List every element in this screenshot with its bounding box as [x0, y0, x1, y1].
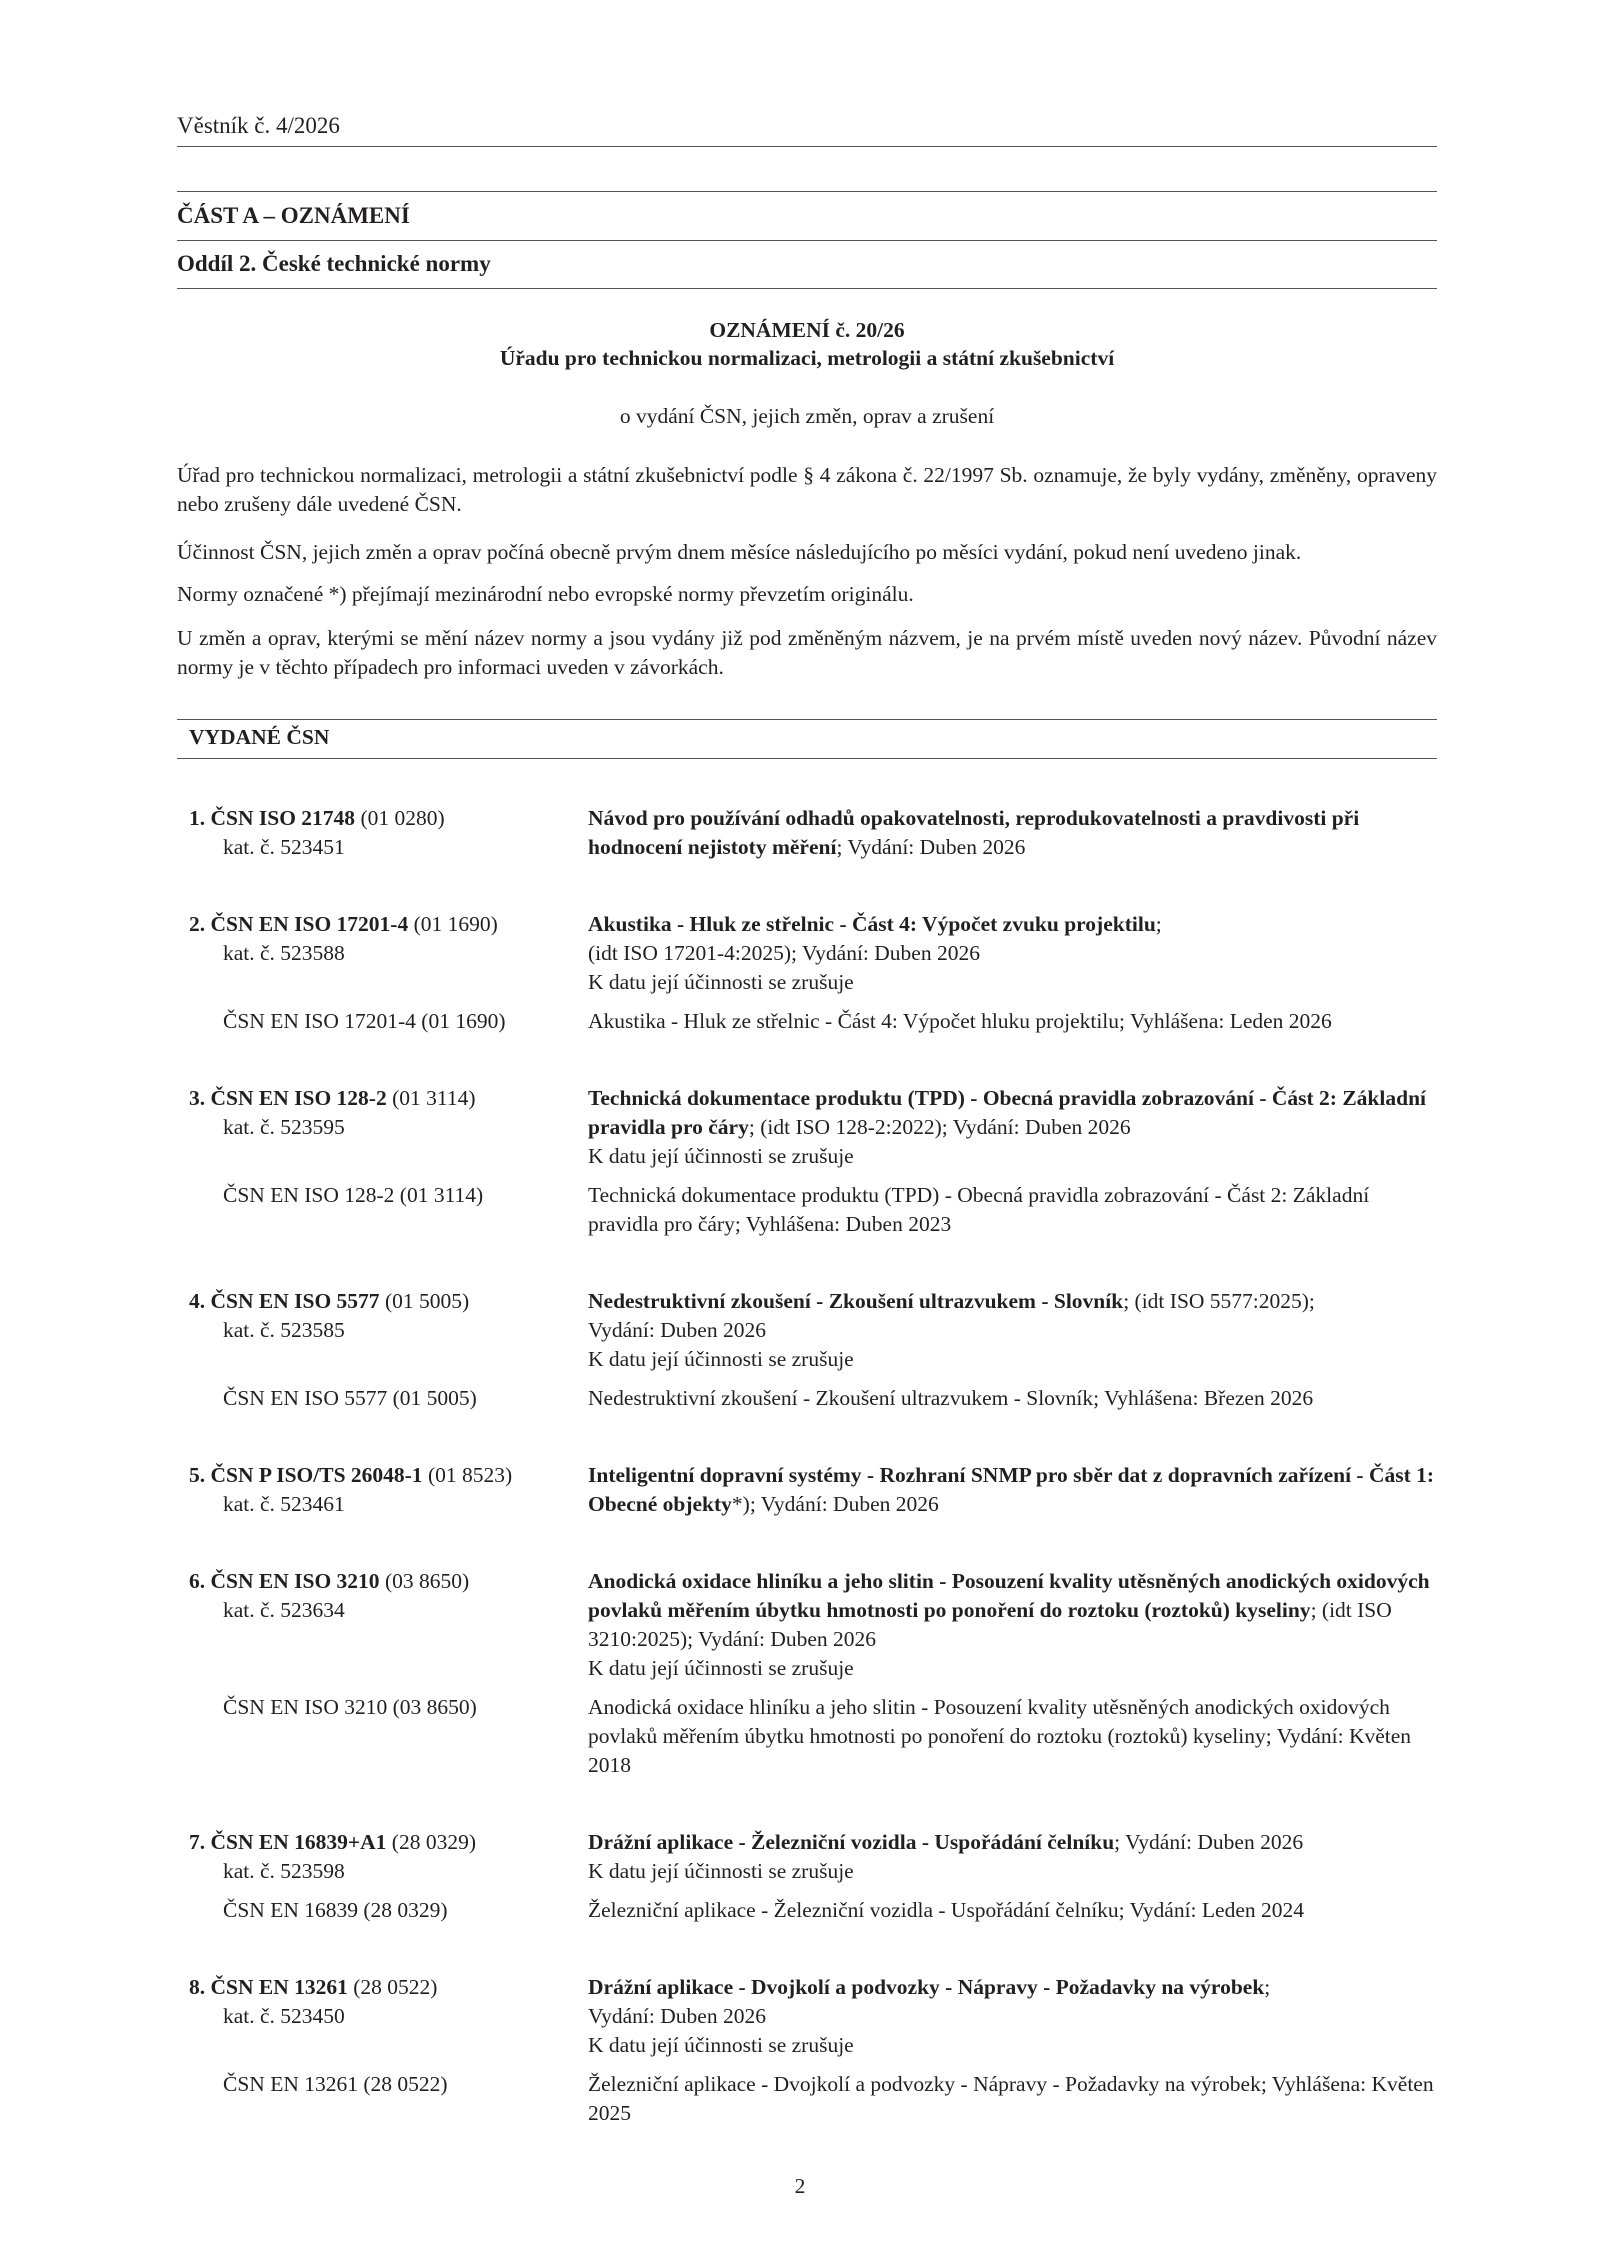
standard-entry [177, 804, 1437, 862]
standard-row [177, 1084, 1437, 1171]
standard-title: Anodická oxidace hliníku a jeho slitin - Posouzení kvality utěsněných anodických oxidových povlaků měřením úbytku hmotnosti po ponoření do roztoku (roztoků) kyseliny [588, 1569, 1430, 1622]
standard-title-line [588, 1973, 1437, 2002]
standard-suffix: ; [1155, 912, 1162, 936]
cancellation-note: K datu její účinnosti se zrušuje [588, 1144, 854, 1168]
standards-list [177, 804, 1437, 2176]
catalog-number: kat. č. 523585 [223, 1318, 345, 1342]
replaced-standard-row [177, 1181, 1437, 1239]
standard-title: Inteligentní dopravní systémy - Rozhraní SNMP pro sběr dat z dopravních zařízení - Část 1: Obecné objekty [588, 1463, 1435, 1516]
part-title: ČÁST A – OZNÁMENÍ [177, 203, 410, 228]
cancellation-note: K datu její účinnosti se zrušuje [588, 1859, 854, 1883]
standard-code: ČSN EN 16839+A1 [210, 1830, 387, 1854]
catalog-number: kat. č. 523461 [223, 1492, 345, 1516]
standard-code: ČSN ISO 21748 [210, 806, 356, 830]
standard-description [588, 1973, 1437, 2060]
standard-suffix: ; (idt ISO 5577:2025); [1123, 1289, 1315, 1313]
replaced-standard-text: Technická dokumentace produktu (TPD) - Obecná pravidla zobrazování - Část 2: Základní pravidla pro čáry; Vyhlášena: Duben 2023 [588, 1183, 1370, 1236]
standard-id-line [189, 1973, 588, 2002]
standard-id [177, 804, 588, 862]
replaced-standard-row [177, 1384, 1437, 1413]
replaced-standard-row [177, 1896, 1437, 1925]
standard-id [177, 1828, 588, 1886]
replaced-standard-text: Železniční aplikace - Železniční vozidla - Uspořádání čelníku; Vydání: Leden 2024 [588, 1898, 1304, 1922]
standard-title: Drážní aplikace - Dvojkolí a podvozky - Nápravy - Požadavky na výrobek [588, 1975, 1265, 1999]
catalog-number: kat. č. 523634 [223, 1598, 345, 1622]
standard-title-line [588, 1828, 1437, 1857]
catalog-number: kat. č. 523450 [223, 2004, 345, 2028]
standard-id-line [189, 804, 588, 833]
standard-class: (28 0329) [391, 1830, 476, 1854]
standard-suffix: *); Vydání: Duben 2026 [731, 1492, 939, 1516]
replaced-standard-text: Železniční aplikace - Dvojkolí a podvozky - Nápravy - Požadavky na výrobek; Vyhlášena: Květen 2025 [588, 2072, 1434, 2125]
standard-suffix: ; (idt ISO 3210:2025); Vydání: Duben 2026 [588, 1598, 1392, 1651]
standard-id [177, 1567, 588, 1683]
standard-class: (01 1690) [413, 912, 498, 936]
standard-title: Nedestruktivní zkoušení - Zkoušení ultrazvukem - Slovník [588, 1289, 1124, 1313]
replaced-standard-row [177, 1693, 1437, 1780]
standard-number: 4. [189, 1289, 206, 1313]
replaced-standard-code: ČSN EN ISO 3210 (03 8650) [223, 1695, 477, 1719]
divider [177, 758, 1437, 759]
notice-subject: o vydání ČSN, jejich změn, oprav a zrušení [619, 404, 995, 428]
notice-paragraph [177, 538, 1437, 567]
standard-number: 8. [189, 1975, 206, 1999]
standard-id [177, 1287, 588, 1374]
standard-class: (01 0280) [360, 806, 445, 830]
notice-paragraph [177, 624, 1437, 682]
standard-title: Návod pro používání odhadů opakovatelnosti, reprodukovatelnosti a pravdivosti při hodnocení nejistoty měření [588, 806, 1360, 859]
standard-detail: Vydání: Duben 2026 [588, 1318, 766, 1342]
standard-title: Akustika - Hluk ze střelnic - Část 4: Výpočet zvuku projektilu [588, 912, 1156, 936]
cancellation-note: K datu její účinnosti se zrušuje [588, 2033, 854, 2057]
standard-code: ČSN EN 13261 [210, 1975, 348, 1999]
paragraph-text: Normy označené *) přejímají mezinárodní nebo evropské normy převzetím originálu. [177, 582, 914, 606]
replaced-standard-code: ČSN EN ISO 17201-4 (01 1690) [223, 1009, 506, 1033]
standard-number: 3. [189, 1086, 206, 1110]
cancellation-note: K datu její účinnosti se zrušuje [588, 1656, 854, 1680]
standard-suffix: ; [1264, 1975, 1271, 1999]
standard-row [177, 1461, 1437, 1519]
catalog-number: kat. č. 523588 [223, 941, 345, 965]
standard-class: (03 8650) [384, 1569, 470, 1593]
standard-id-line [189, 1567, 588, 1596]
replaced-standard-code: ČSN EN 13261 (28 0522) [223, 2072, 448, 2096]
divider [177, 288, 1437, 289]
standard-entry [177, 1567, 1437, 1780]
standard-description [588, 1287, 1437, 1374]
standard-entry [177, 910, 1437, 1036]
standard-id-line [189, 910, 588, 939]
standard-entry [177, 1287, 1437, 1413]
standard-row [177, 1973, 1437, 2060]
standard-title-line [588, 910, 1437, 939]
standard-title-line [588, 1084, 1437, 1142]
standard-description [588, 1828, 1437, 1886]
standard-number: 2. [189, 912, 206, 936]
replaced-standard-row [177, 1007, 1437, 1036]
list-heading: VYDANÉ ČSN [189, 725, 330, 749]
standard-code: ČSN EN ISO 3210 [210, 1569, 380, 1593]
standard-title-line [588, 804, 1437, 862]
standard-title-line [588, 1567, 1437, 1654]
standard-row [177, 1567, 1437, 1683]
standard-description [588, 1567, 1437, 1683]
notice-paragraph [177, 580, 1437, 609]
standard-id-line [189, 1084, 588, 1113]
standard-suffix: ; Vydání: Duben 2026 [836, 835, 1026, 859]
replaced-standard-text: Nedestruktivní zkoušení - Zkoušení ultrazvukem - Slovník; Vyhlášena: Březen 2026 [588, 1386, 1314, 1410]
standard-class: (01 8523) [427, 1463, 513, 1487]
notice-issuer: Úřadu pro technickou normalizaci, metrologii a státní zkušebnictví [499, 346, 1115, 370]
standard-row [177, 804, 1437, 862]
standard-row [177, 1287, 1437, 1374]
standard-title-line [588, 1461, 1437, 1519]
standard-entry [177, 1828, 1437, 1925]
standard-row [177, 910, 1437, 997]
divider [177, 146, 1437, 147]
page-number: 2 [794, 2174, 806, 2198]
standard-number: 1. [189, 806, 206, 830]
standard-id-line [189, 1828, 588, 1857]
replaced-standard-row [177, 2070, 1437, 2128]
divider [177, 191, 1437, 192]
standard-entry [177, 1084, 1437, 1239]
standard-class: (01 3114) [392, 1086, 476, 1110]
standard-id [177, 910, 588, 997]
replaced-standard-text: Anodická oxidace hliníku a jeho slitin - Posouzení kvality utěsněných anodických oxidových povlaků měřením úbytku hmotnosti po ponoření do roztoku (roztoků) kyseliny; Vydání: Květen 2018 [588, 1695, 1412, 1777]
divider [177, 240, 1437, 241]
catalog-number: kat. č. 523451 [223, 835, 345, 859]
catalog-number: kat. č. 523598 [223, 1859, 345, 1883]
notice-number: OZNÁMENÍ č. 20/26 [709, 318, 905, 342]
journal-header: Věstník č. 4/2026 [177, 113, 340, 138]
cancellation-note: K datu její účinnosti se zrušuje [588, 970, 854, 994]
standard-title: Technická dokumentace produktu (TPD) - Obecná pravidla zobrazování - Část 2: Základní pravidla pro čáry [588, 1086, 1426, 1139]
replaced-standard-code: ČSN EN 16839 (28 0329) [223, 1898, 448, 1922]
standard-suffix: ; Vydání: Duben 2026 [1114, 1830, 1304, 1854]
standard-class: (28 0522) [353, 1975, 438, 1999]
replaced-standard-code: ČSN EN ISO 128-2 (01 3114) [223, 1183, 484, 1207]
replaced-standard-code: ČSN EN ISO 5577 (01 5005) [223, 1386, 477, 1410]
cancellation-note: K datu její účinnosti se zrušuje [588, 1347, 854, 1371]
standard-title-line [588, 1287, 1437, 1316]
standard-row [177, 1828, 1437, 1886]
standard-description [588, 910, 1437, 997]
standard-code: ČSN P ISO/TS 26048-1 [210, 1463, 423, 1487]
standard-id [177, 1973, 588, 2060]
catalog-number: kat. č. 523595 [223, 1115, 345, 1139]
standard-detail: Vydání: Duben 2026 [588, 2004, 766, 2028]
standard-code: ČSN EN ISO 128-2 [210, 1086, 387, 1110]
standard-id-line [189, 1287, 588, 1316]
standard-number: 7. [189, 1830, 206, 1854]
notice-paragraph [177, 461, 1437, 519]
standard-description [588, 1084, 1437, 1171]
standard-description [588, 804, 1437, 862]
standard-detail: (idt ISO 17201-4:2025); Vydání: Duben 2026 [588, 941, 980, 965]
standard-id-line [189, 1461, 588, 1490]
standard-number: 5. [189, 1463, 206, 1487]
standard-code: ČSN EN ISO 5577 [210, 1289, 380, 1313]
standard-code: ČSN EN ISO 17201-4 [210, 912, 409, 936]
standard-id [177, 1461, 588, 1519]
standard-id [177, 1084, 588, 1171]
paragraph-text: Úřad pro technickou normalizaci, metrologii a státní zkušebnictví podle § 4 zákona č. 22/1997 Sb. oznamuje, že byly vydány, změněny, opraveny nebo zrušeny dále uvedené ČSN. [177, 463, 1437, 516]
standard-description [588, 1461, 1437, 1519]
standard-number: 6. [189, 1569, 206, 1593]
standard-entry [177, 1461, 1437, 1519]
standard-entry [177, 1973, 1437, 2128]
standard-title: Drážní aplikace - Železniční vozidla - Uspořádání čelníku [588, 1830, 1115, 1854]
divider [177, 719, 1437, 720]
section-title: Oddíl 2. České technické normy [177, 251, 491, 276]
standard-class: (01 5005) [384, 1289, 470, 1313]
paragraph-text: U změn a oprav, kterými se mění název normy a jsou vydány již pod změněným názvem, je na prvém místě uveden nový název. Původní název normy je v těchto případech pro informaci uveden v závorkách. [177, 626, 1437, 679]
replaced-standard-text: Akustika - Hluk ze střelnic - Část 4: Výpočet hluku projektilu; Vyhlášena: Leden 2026 [588, 1009, 1332, 1033]
standard-suffix: ; (idt ISO 128-2:2022); Vydání: Duben 2026 [748, 1115, 1131, 1139]
paragraph-text: Účinnost ČSN, jejich změn a oprav počíná obecně prvým dnem měsíce následujícího po měsíci vydání, pokud není uvedeno jinak. [177, 540, 1302, 564]
